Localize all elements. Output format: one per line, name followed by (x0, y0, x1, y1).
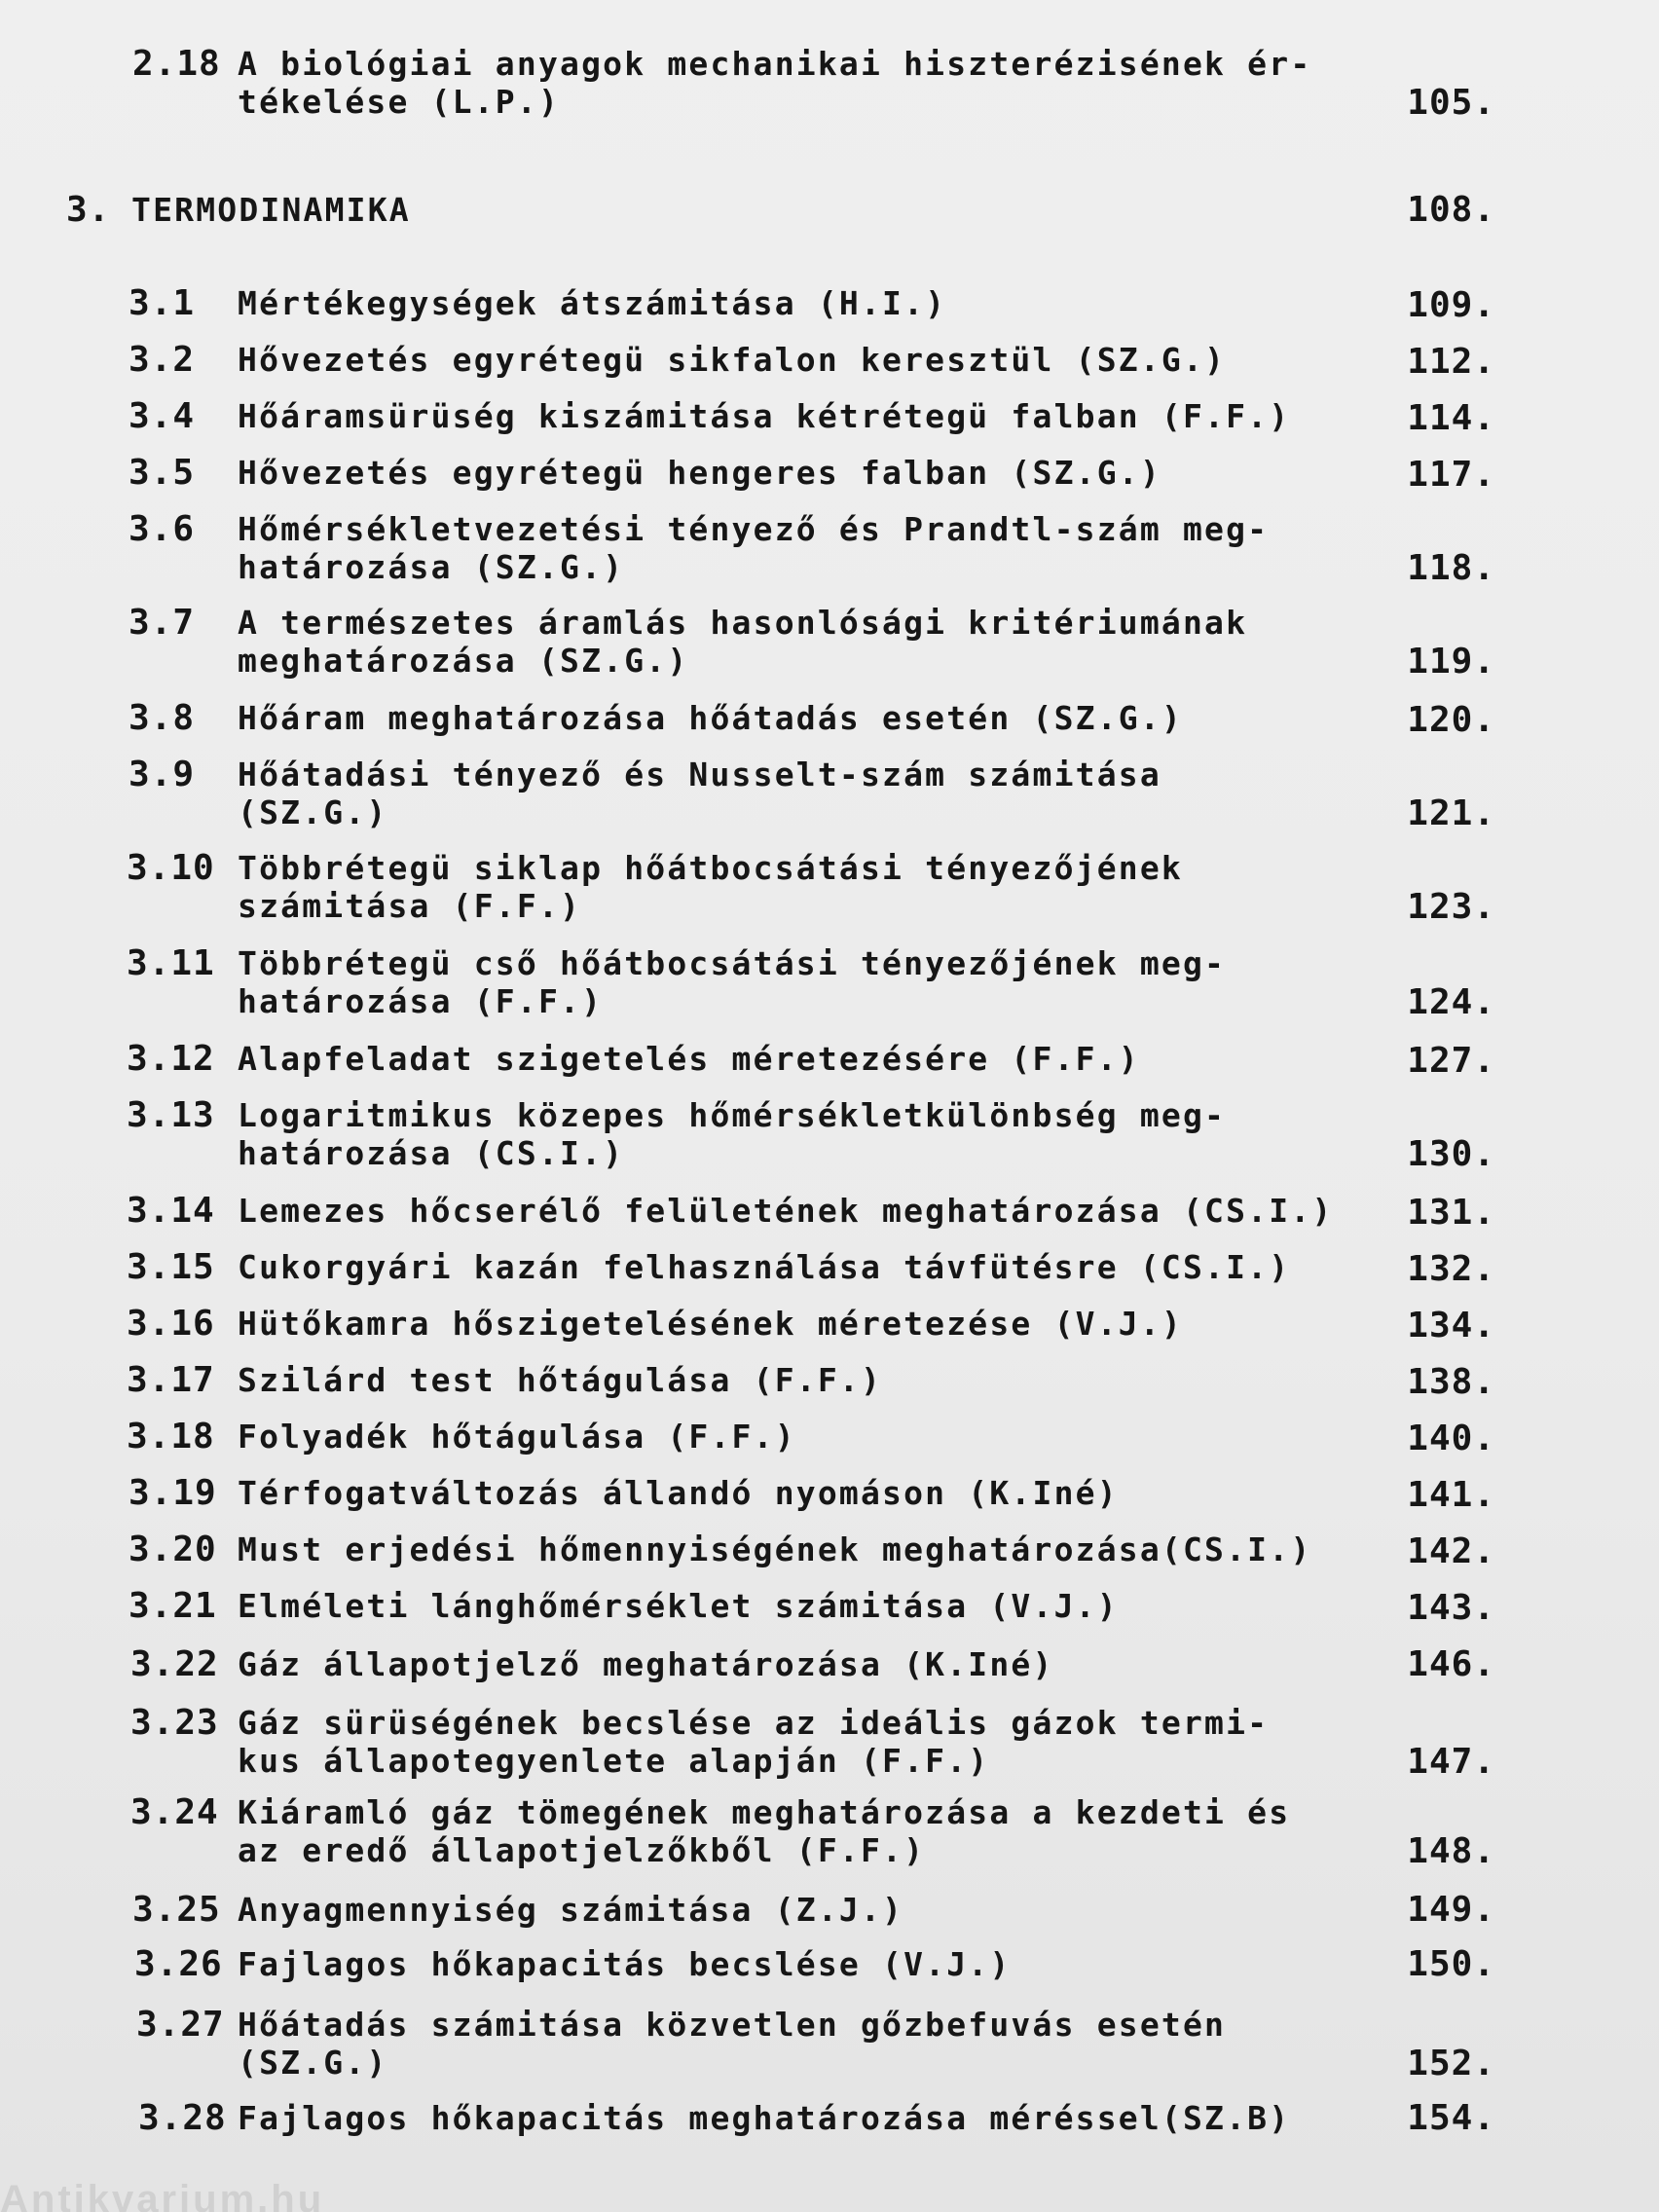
entry-title: Gáz sürüségének becslése az ideális gázok termi- kus állapotegyenlete alapján (F.F.) (238, 1704, 1270, 1780)
entry-number: 3.7 (129, 603, 196, 643)
entry-title: Szilárd test hőtágulása (F.F.) (238, 1361, 883, 1399)
entry-title: Kiáramló gáz tömegének meghatározása a kezdeti és az eredő állapotjelzőkből (F.F.) (238, 1793, 1291, 1869)
entry-title: Lemezes hőcserélő felületének meghatározása (CS.I.) (238, 1192, 1334, 1230)
entry-title: Többrétegü siklap hőátbocsátási tényezőjének számitása (F.F.) (238, 849, 1183, 925)
entry-page: 114. (1407, 398, 1495, 438)
entry-page: 146. (1407, 1644, 1495, 1684)
chapter-title: TERMODINAMIKA (131, 191, 411, 229)
entry-page: 117. (1407, 455, 1495, 495)
entry-title: Folyadék hőtágulása (F.F.) (238, 1418, 796, 1456)
entry-number: 3.17 (127, 1360, 215, 1400)
entry-number: 3.16 (127, 1304, 215, 1344)
entry-number: 3.23 (130, 1703, 219, 1743)
entry-page: 148. (1407, 1831, 1495, 1871)
entry-number: 3.1 (129, 283, 196, 323)
entry-title: Fajlagos hőkapacitás meghatározása méréssel(SZ.B) (238, 2099, 1291, 2137)
entry-title: Mértékegységek átszámitása (H.I.) (238, 284, 947, 322)
entry-title: Hőátadás számitása közvetlen gőzbefuvás esetén (SZ.G.) (238, 2006, 1227, 2082)
entry-page: 121. (1407, 793, 1495, 833)
entry-title: Gáz állapotjelző meghatározása (K.Iné) (238, 1645, 1054, 1683)
entry-number: 3.15 (127, 1247, 215, 1287)
entry-page: 143. (1407, 1588, 1495, 1628)
entry-number: 3.18 (127, 1417, 215, 1456)
entry-number: 3.22 (130, 1644, 219, 1684)
chapter-page: 108. (1407, 190, 1495, 230)
entry-number: 3.2 (129, 340, 196, 380)
entry-number: 3.19 (129, 1473, 217, 1513)
entry-title: Elméleti lánghőmérséklet számitása (V.J.) (238, 1587, 1119, 1625)
entry-page: 149. (1407, 1890, 1495, 1930)
entry-page: 130. (1407, 1134, 1495, 1174)
entry-page: 124. (1407, 982, 1495, 1022)
entry-number: 3.28 (138, 2098, 227, 2138)
entry-page: 147. (1407, 1742, 1495, 1782)
entry-number: 3.25 (132, 1890, 221, 1930)
entry-page: 119. (1407, 642, 1495, 682)
entry-title: Hütőkamra hőszigetelésének méretezése (V.J.) (238, 1305, 1183, 1343)
entry-page: 109. (1407, 285, 1495, 325)
entry-page: 131. (1407, 1193, 1495, 1233)
entry-page: 141. (1407, 1475, 1495, 1515)
entry-number: 3.27 (136, 2005, 225, 2045)
chapter-number: 3. (66, 190, 111, 230)
entry-number: 3.11 (127, 943, 215, 983)
entry-title: Logaritmikus közepes hőmérsékletkülönbség meg- határozása (CS.I.) (238, 1096, 1227, 1172)
entry-title: Hőmérsékletvezetési tényező és Prandtl-szám meg- határozása (SZ.G.) (238, 510, 1270, 586)
entry-title: Hőátadási tényező és Nusselt-szám számitása (SZ.G.) (238, 756, 1161, 831)
watermark-text: Antikvarium.hu (0, 2178, 325, 2212)
entry-title: Térfogatváltozás állandó nyomáson (K.Iné) (238, 1474, 1119, 1512)
entry-number: 3.24 (130, 1792, 219, 1832)
entry-title: A biológiai anyagok mechanikai hiszterézisének ér- tékelése (L.P.) (238, 45, 1312, 121)
entry-number: 2.18 (132, 44, 221, 84)
entry-page: 138. (1407, 1362, 1495, 1402)
entry-page: 134. (1407, 1306, 1495, 1346)
entry-number: 3.10 (127, 848, 215, 888)
entry-number: 3.14 (127, 1191, 215, 1231)
entry-title: Anyagmennyiség számitása (Z.J.) (238, 1891, 904, 1929)
entry-page: 118. (1407, 548, 1495, 588)
entry-number: 3.13 (127, 1095, 215, 1135)
entry-page: 127. (1407, 1041, 1495, 1081)
entry-title: Fajlagos hőkapacitás becslése (V.J.) (238, 1945, 1012, 1983)
entry-number: 3.21 (129, 1586, 217, 1626)
entry-page: 154. (1407, 2098, 1495, 2138)
entry-page: 140. (1407, 1419, 1495, 1458)
entry-page: 120. (1407, 700, 1495, 740)
entry-title: Hőáramsürüség kiszámitása kétrétegü falban (F.F.) (238, 397, 1291, 435)
entry-number: 3.8 (129, 698, 196, 738)
entry-page: 142. (1407, 1531, 1495, 1571)
entry-page: 105. (1407, 83, 1495, 123)
entry-number: 3.9 (129, 755, 196, 794)
entry-number: 3.4 (129, 396, 196, 436)
entry-number: 3.20 (129, 1530, 217, 1569)
entry-number: 3.26 (134, 1944, 223, 1984)
entry-title: Hőáram meghatározása hőátadás esetén (SZ.G.) (238, 699, 1183, 737)
entry-page: 123. (1407, 887, 1495, 927)
entry-title: Hővezetés egyrétegü hengeres falban (SZ.G.) (238, 454, 1161, 492)
entry-title: Alapfeladat szigetelés méretezésére (F.F.) (238, 1040, 1140, 1078)
entry-number: 3.6 (129, 509, 196, 549)
entry-title: Többrétegü cső hőátbocsátási tényezőjének meg- határozása (F.F.) (238, 944, 1227, 1020)
entry-page: 132. (1407, 1249, 1495, 1289)
entry-title: A természetes áramlás hasonlósági kritériumának meghatározása (SZ.G.) (238, 604, 1248, 680)
entry-title: Cukorgyári kazán felhasználása távfütésre (CS.I.) (238, 1248, 1291, 1286)
entry-title: Must erjedési hőmennyiségének meghatározása(CS.I.) (238, 1530, 1312, 1568)
entry-page: 150. (1407, 1944, 1495, 1984)
entry-number: 3.5 (129, 453, 196, 493)
entry-number: 3.12 (127, 1039, 215, 1079)
entry-title: Hővezetés egyrétegü sikfalon keresztül (SZ.G.) (238, 341, 1227, 379)
entry-page: 152. (1407, 2044, 1495, 2083)
entry-page: 112. (1407, 342, 1495, 382)
